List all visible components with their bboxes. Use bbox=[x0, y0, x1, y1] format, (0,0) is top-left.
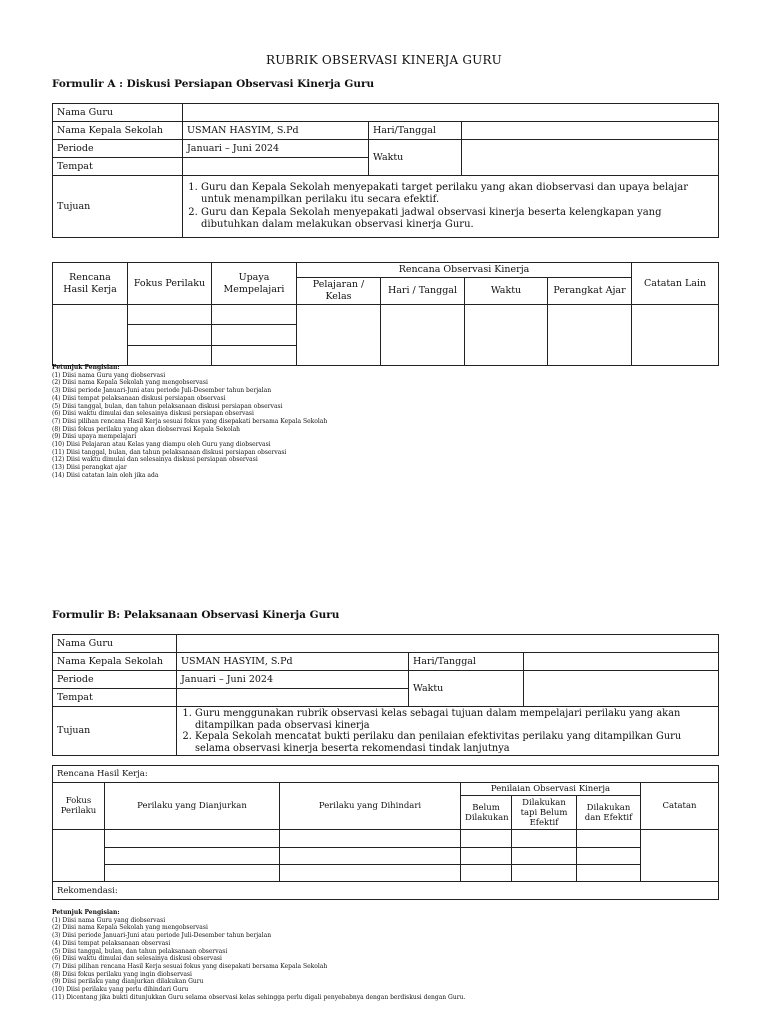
tujuan-item: 1. Guru menggunakan rubrik observasi kelas sebagai tujuan dalam mempelajari perilaku yang akan ditampilkan pada observasi kinerja bbox=[195, 708, 714, 731]
header-pelajaran-kelas: Pelajaran / Kelas bbox=[297, 278, 381, 305]
note-item: (12) Diisi waktu dimulai dan selesainya diskusi persiapan observasi bbox=[52, 456, 258, 464]
header-upaya-mempelajari: Upaya Mempelajari bbox=[212, 263, 297, 305]
form-a-plan-table bbox=[52, 262, 719, 366]
note-item: (8) Diisi fokus perilaku yang akan diobservasi Kepala Sekolah bbox=[52, 425, 241, 433]
form-a-title: Formulir A : Diskusi Persiapan Observasi Kinerja Guru bbox=[52, 78, 375, 90]
field-nama-guru[interactable] bbox=[177, 635, 719, 653]
note-item: (5) Diisi tanggal, bulan, dan tahun pelaksanaan diskusi persiapan observasi bbox=[52, 402, 283, 410]
note-item: (1) Diisi nama Guru yang diobservasi bbox=[52, 916, 166, 924]
cell-efektif[interactable] bbox=[577, 830, 641, 848]
header-fokus-perilaku: Fokus Perilaku bbox=[53, 783, 105, 830]
cell-catatan[interactable] bbox=[641, 830, 719, 882]
note-item: (13) Diisi perangkat ajar bbox=[52, 464, 127, 472]
notes-title: Petunjuk Pengisian: bbox=[52, 364, 120, 371]
header-dilakukan-efektif: Dilakukan dan Efektif bbox=[577, 796, 641, 830]
note-item: (2) Diisi nama Kepala Sekolah yang mengobservasi bbox=[52, 924, 208, 932]
cell-dihindari[interactable] bbox=[280, 865, 461, 882]
cell-upaya[interactable] bbox=[212, 325, 297, 346]
cell-upaya[interactable] bbox=[212, 305, 297, 325]
label-nama-guru: Nama Guru bbox=[53, 635, 177, 653]
tujuan-list bbox=[177, 707, 719, 756]
note-item: (1) Diisi nama Guru yang diobservasi bbox=[52, 371, 166, 379]
cell-hari[interactable] bbox=[381, 305, 465, 366]
cell-perangkat[interactable] bbox=[548, 305, 632, 366]
cell-dihindari[interactable] bbox=[280, 848, 461, 865]
header-penilaian-observasi: Penilaian Observasi Kinerja bbox=[461, 783, 641, 796]
form-b-title: Formulir B: Pelaksanaan Observasi Kinerja Guru bbox=[52, 609, 340, 621]
note-item: (6) Diisi waktu dimulai dan selesainya diskusi persiapan observasi bbox=[52, 410, 254, 418]
header-hari-tanggal: Hari / Tanggal bbox=[381, 278, 465, 305]
note-item: (3) Diisi periode Januari-Juni atau periode Juli-Desember tahun berjalan bbox=[52, 932, 272, 940]
header-rencana-observasi: Rencana Observasi Kinerja bbox=[297, 263, 632, 278]
cell-dianjurkan[interactable] bbox=[105, 830, 280, 848]
header-rencana-hasil-kerja: Rencana Hasil Kerja: bbox=[53, 766, 719, 783]
cell-dianjurkan[interactable] bbox=[105, 848, 280, 865]
cell-belum[interactable] bbox=[461, 865, 512, 882]
cell-waktu[interactable] bbox=[465, 305, 548, 366]
field-waktu[interactable] bbox=[462, 140, 719, 176]
label-tujuan: Tujuan bbox=[53, 707, 177, 756]
tujuan-item: 2. Guru dan Kepala Sekolah menyepakati jadwal observasi kinerja beserta kelengkapan yang dibutuhkan dalam melakukan observasi kinerja Guru. bbox=[201, 207, 714, 232]
note-item: (9) Diisi perilaku yang dianjurkan dilakukan Guru bbox=[52, 978, 204, 986]
cell-catatan[interactable] bbox=[632, 305, 719, 366]
header-waktu: Waktu bbox=[465, 278, 548, 305]
label-tempat: Tempat bbox=[53, 158, 183, 176]
note-item: (9) Diisi upaya mempelajari bbox=[52, 433, 137, 441]
label-periode: Periode bbox=[53, 140, 183, 158]
note-item: (10) Diisi perilaku yang perlu dihindari Guru bbox=[52, 986, 189, 994]
notes-title: Petunjuk Pengisian: bbox=[52, 909, 120, 916]
rekomendasi-field[interactable]: Rekomendasi: bbox=[53, 882, 719, 900]
tujuan-list bbox=[183, 176, 719, 238]
header-belum-dilakukan: Belum Dilakukan bbox=[461, 796, 512, 830]
note-item: (4) Diisi tempat pelaksanaan diskusi persiapan observasi bbox=[52, 394, 226, 402]
form-b-identity-table bbox=[52, 634, 719, 756]
label-periode: Periode bbox=[53, 671, 177, 689]
form-a-identity-table bbox=[52, 103, 719, 238]
header-catatan-lain: Catatan Lain bbox=[632, 263, 719, 305]
label-nama-guru: Nama Guru bbox=[53, 104, 183, 122]
label-nama-kepala: Nama Kepala Sekolah bbox=[53, 653, 177, 671]
header-perangkat-ajar: Perangkat Ajar bbox=[548, 278, 632, 305]
label-tempat: Tempat bbox=[53, 689, 177, 707]
note-item: (4) Diisi tempat pelaksanaan observasi bbox=[52, 939, 171, 947]
cell-tapi-belum[interactable] bbox=[512, 848, 577, 865]
field-waktu[interactable] bbox=[524, 671, 719, 707]
tujuan-item: 1. Guru dan Kepala Sekolah menyepakati target perilaku yang akan diobservasi dan upaya belajar untuk menampilkan perilaku itu secara efektif. bbox=[201, 182, 714, 207]
header-fokus-perilaku: Fokus Perilaku bbox=[128, 263, 212, 305]
page-title: RUBRIK OBSERVASI KINERJA GURU bbox=[266, 53, 502, 67]
cell-belum[interactable] bbox=[461, 830, 512, 848]
header-perilaku-dianjurkan: Perilaku yang Dianjurkan bbox=[105, 783, 280, 830]
note-item: (11) Diisi tanggal, bulan, dan tahun pelaksanaan diskusi persiapan observasi bbox=[52, 448, 287, 456]
tujuan-item: 2. Kepala Sekolah mencatat bukti perilaku dan penilaian efektivitas perilaku yang ditampilkan Guru selama observasi kinerja beserta rekomendasi tindak lanjutnya bbox=[195, 731, 714, 754]
cell-fokus[interactable] bbox=[128, 305, 212, 325]
cell-dihindari[interactable] bbox=[280, 830, 461, 848]
field-nama-kepala[interactable]: USMAN HASYIM, S.Pd bbox=[177, 653, 409, 671]
label-tujuan: Tujuan bbox=[53, 176, 183, 238]
note-item: (14) Diisi catatan lain oleh jika ada bbox=[52, 471, 159, 479]
cell-fokus[interactable] bbox=[128, 325, 212, 346]
cell-fokus[interactable] bbox=[128, 346, 212, 366]
field-periode[interactable]: Januari – Juni 2024 bbox=[177, 671, 409, 689]
field-nama-guru[interactable] bbox=[183, 104, 719, 122]
note-item: (7) Diisi pilihan rencana Hasil Kerja sesuai fokus yang disepakati bersama Kepala Sekolah bbox=[52, 962, 328, 970]
cell-pelajaran[interactable] bbox=[297, 305, 381, 366]
note-item: (11) Dicentang jika bukti ditunjukkan Guru selama observasi kelas sehingga perlu digali penyebabnya dengan berdiskusi dengan Guru. bbox=[52, 993, 466, 1001]
header-perilaku-dihindari: Perilaku yang Dihindari bbox=[280, 783, 461, 830]
note-item: (5) Diisi tanggal, bulan, dan tahun pelaksanaan observasi bbox=[52, 947, 228, 955]
field-periode[interactable]: Januari – Juni 2024 bbox=[183, 140, 369, 158]
cell-dianjurkan[interactable] bbox=[105, 865, 280, 882]
field-hari-tanggal[interactable] bbox=[524, 653, 719, 671]
form-b-observation-table bbox=[52, 765, 719, 900]
form-a-notes bbox=[52, 364, 327, 480]
field-tempat[interactable] bbox=[177, 689, 409, 707]
cell-upaya[interactable] bbox=[212, 346, 297, 366]
note-item: (10) Diisi Pelajaran atau Kelas yang diampu oleh Guru yang diobservasi bbox=[52, 441, 271, 449]
field-hari-tanggal[interactable] bbox=[462, 122, 719, 140]
label-waktu: Waktu bbox=[369, 140, 462, 176]
note-item: (7) Diisi pilihan rencana Hasil Kerja sesuai fokus yang disepakati bersama Kepala Sekolah bbox=[52, 417, 328, 425]
header-catatan: Catatan bbox=[641, 783, 719, 830]
cell-fokus[interactable] bbox=[53, 830, 105, 882]
note-item: (8) Diisi fokus perilaku yang ingin diobservasi bbox=[52, 970, 192, 978]
note-item: (6) Diisi waktu dimulai dan selesainya diskusi observasi bbox=[52, 955, 222, 963]
cell-belum[interactable] bbox=[461, 848, 512, 865]
label-waktu: Waktu bbox=[409, 671, 524, 707]
form-b-notes bbox=[52, 909, 465, 1001]
cell-tapi-belum[interactable] bbox=[512, 830, 577, 848]
field-tempat[interactable] bbox=[183, 158, 369, 176]
field-nama-kepala[interactable]: USMAN HASYIM, S.Pd bbox=[183, 122, 369, 140]
label-hari-tanggal: Hari/Tanggal bbox=[369, 122, 462, 140]
cell-tapi-belum[interactable] bbox=[512, 865, 577, 882]
cell-efektif[interactable] bbox=[577, 865, 641, 882]
cell-efektif[interactable] bbox=[577, 848, 641, 865]
note-item: (3) Diisi periode Januari-Juni atau periode Juli-Desember tahun berjalan bbox=[52, 387, 272, 395]
header-rencana-hasil-kerja: Rencana Hasil Kerja bbox=[53, 263, 128, 305]
label-hari-tanggal: Hari/Tanggal bbox=[409, 653, 524, 671]
note-item: (2) Diisi nama Kepala Sekolah yang mengobservasi bbox=[52, 379, 208, 387]
header-dilakukan-belum-efektif: Dilakukan tapi Belum Efektif bbox=[512, 796, 577, 830]
label-nama-kepala: Nama Kepala Sekolah bbox=[53, 122, 183, 140]
cell-rencana[interactable] bbox=[53, 305, 128, 366]
